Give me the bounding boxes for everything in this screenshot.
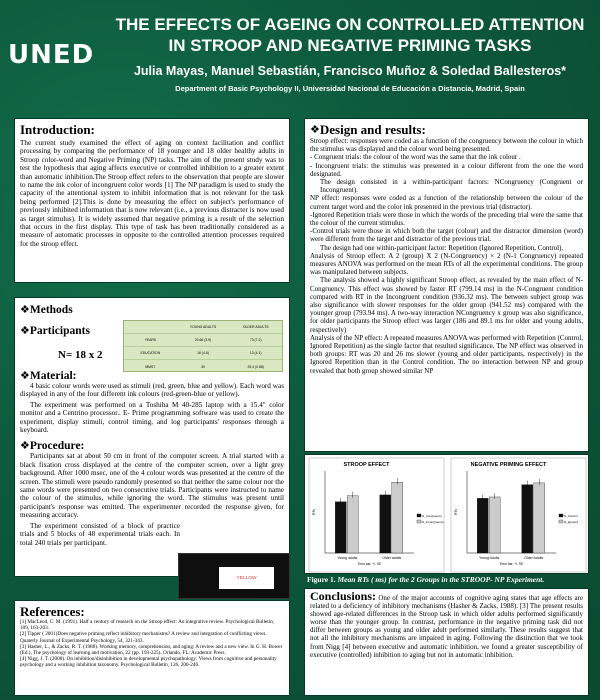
diamond-bullet-icon: ❖ bbox=[20, 325, 30, 337]
design-heading-row bbox=[310, 122, 583, 137]
bar bbox=[522, 485, 533, 553]
poster-title: THE EFFECTS OF AGEING ON CONTROLLED ATTENTION IN STROOP AND NEGATIVE PRIMING TASKS bbox=[115, 15, 585, 55]
poster-header bbox=[0, 0, 600, 112]
diamond-bullet-icon: ❖ bbox=[20, 440, 30, 453]
introduction-heading: Introduction: bbox=[20, 122, 95, 137]
references-section bbox=[14, 600, 290, 696]
design-paragraph: Analysis of Stroop effect: A 2 (group) X 2 (N-Congruency) × 2 (N-1 Congruency) repeated measures ANOVA was performed on the mean RTs of all the experimental conditions. The group was manipulated between subjects. bbox=[310, 251, 583, 277]
affiliation: Department of Basic Psychology II, Universidad Nacional de Educación a Distancia, Madrid, Spain bbox=[175, 84, 525, 93]
table-cell: 13 (4.1) bbox=[249, 351, 262, 355]
x-tick-label: Older adults bbox=[382, 556, 402, 560]
design-heading: Design and results: bbox=[319, 122, 426, 137]
bar bbox=[534, 483, 545, 553]
methods-heading: Methods bbox=[29, 303, 73, 316]
bar bbox=[477, 498, 488, 553]
design-paragraph: -Control trials were those in which both the target (colour) and the distractor dimension (word) were different from the target and distractor of the previous trial. bbox=[310, 227, 583, 244]
chart-title: STROOP EFFECT bbox=[343, 462, 390, 468]
figure-caption bbox=[304, 575, 589, 585]
participants-count: N= 18 x 2 bbox=[58, 349, 103, 361]
procedure-heading: Procedure: bbox=[29, 439, 85, 452]
reference-item: [1] MacLeod, C. M. (1991). Half a century of research on the Stroop effect: An integrative review. Psychological Bulletin, 109, 163-203. bbox=[20, 619, 274, 632]
results-charts bbox=[305, 455, 589, 574]
table-cell: 20.66 (3.9) bbox=[194, 338, 212, 342]
introduction-text: The current study examined the effect of aging on context facilitation and conflict processing by comparing the performance of 18 younger and 18 older healthy adults in Stroop color-word and Negative Priming (NP) tasks. The aim of the present study was to test the hypothesis that aging affects executive or controlled inhibition to a greater extent than automatic inhibition.The Stroop effect refers to the observation that people are slower to name the ink color of incongruent color words [1] The NP paradigm is used to study the capacity of the attentional system to inhibit information that is not relevant for the task being performed [2].This is done by measuring the effect on subject's performance of previously inhibited information that is now relevant (i.e., a previous distracter is now used as target stimulus). It is widely assumed that negative priming is a result of the selection that occurs in the first display. This type of task has been traditionally considered as a measure of automatic processes in opposite to the controlled attention processes required for the stroop effect. bbox=[20, 139, 284, 248]
design-paragraph: -Ignored Repetition trials were those in which the words of the preceding trial were the same that the colour of the current stimulus. bbox=[310, 210, 583, 228]
diamond-bullet-icon: ❖ bbox=[20, 304, 30, 316]
conclusions-section bbox=[304, 588, 589, 696]
table-cell: 30 bbox=[201, 364, 205, 369]
table-cell: YOUNG ADULTS bbox=[189, 325, 217, 329]
table-row bbox=[124, 334, 282, 347]
methods-heading-row bbox=[20, 303, 284, 316]
authors: Julia Mayas, Manuel Sebastián, Francisco Muñoz & Soledad Ballesteros* bbox=[133, 64, 567, 78]
y-axis-label: RTs bbox=[454, 509, 458, 515]
legend-label: N_Ignored bbox=[564, 520, 579, 524]
uned-logo: UNED bbox=[8, 40, 95, 70]
bar bbox=[335, 502, 346, 553]
table-header-row bbox=[124, 321, 282, 334]
design-paragraph: - Incongruent trials: the stimulus was presented in a colour different from the one the word designated. bbox=[310, 161, 583, 178]
caption-text: Mean RTs ( ms) for the 2 Groups in the STROOP- NP Experiment. bbox=[337, 575, 545, 584]
introduction-section bbox=[14, 118, 290, 283]
chart-title: NEGATIVE PRIMING EFFECT bbox=[470, 462, 547, 468]
results-figure bbox=[304, 454, 589, 574]
participants-table bbox=[123, 320, 283, 372]
legend-label: N_Incongruency bbox=[422, 520, 444, 524]
table-cell: 16 (4.6) bbox=[197, 351, 209, 355]
design-paragraph: Analysis of the NP effect: A repeated measures ANOVA was performed with Repetition (Control, Ignored Repetition) as the single factor that resulted significance, The NP effect was observed in both groups: RT was 20 and 26 ms slower (young and older participants, respectively) in the Ignored Repetition than in the Control condition. The no interaction between NP and group revealed that both group showed similar NP bbox=[310, 333, 583, 375]
material-text: 4 basic colour words were used as stimuli (red, green, blue and yellow). Each word was displayed in any of the four different ink colours (red-green-blue or yellow). bbox=[20, 382, 284, 399]
table-row bbox=[124, 347, 282, 360]
bar bbox=[380, 495, 391, 553]
x-tick-label: Young adults bbox=[337, 556, 358, 560]
caption-lead: Figure 1. bbox=[307, 575, 336, 584]
design-paragraph: The analysis showed a highly significant Stroop effect, as revealed by the main effect of N-Congruency. This effect was showed by faster RT (799.14 ms) in the N-Congruent condition compared with RT in the Incongruent condition (936.32 ms). The between subject group was also significance with slower responses for the older group (941.52 ms) compared with the younger group (793.94 ms). A two-way interaction NCongruency x group was also significance, for older participants the Stroop effect was larger (186 and 89.1 ms for older and young adults, respectively) bbox=[310, 276, 583, 334]
design-results-section bbox=[304, 118, 589, 452]
x-axis-label: Error bar: +/- SE bbox=[499, 562, 524, 566]
table-cell: YEARS bbox=[144, 338, 157, 342]
design-paragraph: - Congruent trials: the colour of the word was the same that the ink colour . bbox=[310, 153, 521, 162]
legend-swatch bbox=[417, 520, 421, 523]
design-paragraph: NP effect: responses were coded as a function of the relationship between the colour of the current target word and the color ink presented in the previous trial (distractor). bbox=[310, 194, 583, 211]
stroop-stimulus-image bbox=[178, 553, 290, 599]
methods-section bbox=[14, 297, 290, 577]
design-paragraph: The design had one within-participant factor: Repetition (Ignored Repetition, Control). bbox=[320, 243, 564, 252]
legend-swatch bbox=[559, 514, 563, 517]
stroop-stimulus-word: YELLOW bbox=[219, 567, 274, 589]
table-cell: 29.4 (0.68) bbox=[247, 364, 264, 369]
legend-label: N_Congruency bbox=[422, 514, 443, 518]
material-equipment-text: The experiment was performed on a Toshiba M 40-285 laptop with a 15.4" color monitor and a Centrino processor.. E- Prime programming software was used to create the experiment, display stimuli, control timing, and log participants' responses through a keyboard. bbox=[20, 400, 284, 435]
diamond-bullet-icon: ❖ bbox=[310, 124, 320, 136]
material-heading: Material: bbox=[29, 369, 77, 382]
participants-heading: Participants bbox=[29, 324, 90, 337]
design-paragraph: Stroop effect: responses were coded as a function of the congruency between the colour in which the stimulus was displayed and the colour word being presented. bbox=[310, 137, 583, 154]
table-cell: OLDER ADULTS bbox=[242, 325, 269, 329]
table-cell: EDUCATION bbox=[140, 351, 161, 355]
procedure-trials-text: The experiment consisted of a block of practice trials and 5 blocks of 48 experimental trials each. In total 240 trials per participant. bbox=[20, 521, 180, 547]
bar bbox=[392, 482, 403, 553]
y-axis-label: RTs bbox=[312, 509, 316, 515]
design-paragraph: The design consisted in a within-participant factors: NCongruency (Congruent or Incongruent). bbox=[320, 178, 583, 195]
legend-swatch bbox=[417, 514, 421, 517]
x-axis-label: Error bar: +/- SE bbox=[357, 562, 382, 566]
procedure-heading-row bbox=[20, 439, 284, 452]
legend-label: N_Control bbox=[564, 514, 578, 518]
reference-item: [3] Hasher, L., & Zacks, R. T. (1988). Working memory, comprehension, and aging: A review and a new view. In G. H. Bower (Ed.), The psychology of learning and motivation, 22 (pp. 193-225). Orlando, FL: Academic Press. bbox=[20, 643, 283, 657]
x-tick-label: Older Adults bbox=[524, 556, 544, 560]
conclusions-text: One of the major accounts of cognitive aging states that age effects are related to a deficiency of inhibitory mechanisms (Hasher & Zacks, 1988). [3] The present results showed age-related differences in the Stroop task in which older adults performed significantly worse than the younger group. In contrast, performance in the negative priming task did not differ between groups as young and older adult performed similarly. These results suggest that not all the inhibitory mechanisms are impaired in aging. Following the distinction that we took from Nigg [4] between executive and automatic inhibition, we found a greater susceptibility of executive (controlled) inhibition to aging but not in automatic inhibition. bbox=[310, 594, 583, 659]
references-heading: References: bbox=[20, 604, 85, 619]
reference-item: [2] Tipper ( 2001)Does negative priming reflect inhibitory mechanisms? A review and integration of conflicting views. Quaterly Journal of Experimental Psychology, 54, 321-343. bbox=[20, 631, 267, 644]
procedure-text: Participants sat at about 50 cm in front of the computer screen. A trial started with a black fixation cross displayed at the centre of the computer screen, over a light grey background. After 1000 msec, one of the 4 colour words was presented at the centre of the screen. The stimuli were pseudo randomly presented so that neither the same colour nor the same words were presented on two consecutive trials. Participants were instructed to name the colour of the stimulus, while ignoring the word. The stimulus was present until participant's response was emitted. The experimenter recorded the response given, for measuring accuracy. bbox=[20, 452, 284, 520]
table-cell: MMST bbox=[145, 364, 156, 369]
bar bbox=[347, 496, 358, 553]
table-cell: 73 (7.2) bbox=[249, 338, 262, 342]
table-row bbox=[124, 360, 282, 373]
x-tick-label: Young Adults bbox=[479, 556, 500, 560]
reference-item: [4] Nigg, J. T. (2000). On inhibition/disinhibition in developmental psychopathology: Views from cognitive and personality psychology and a working inhibition taxonomy. Psychological Bulletin, 126, 200-246. bbox=[20, 656, 277, 669]
diamond-bullet-icon: ❖ bbox=[20, 370, 30, 382]
legend-swatch bbox=[559, 520, 563, 523]
conclusions-heading: Conclusions: bbox=[310, 589, 377, 603]
bar bbox=[489, 497, 500, 553]
